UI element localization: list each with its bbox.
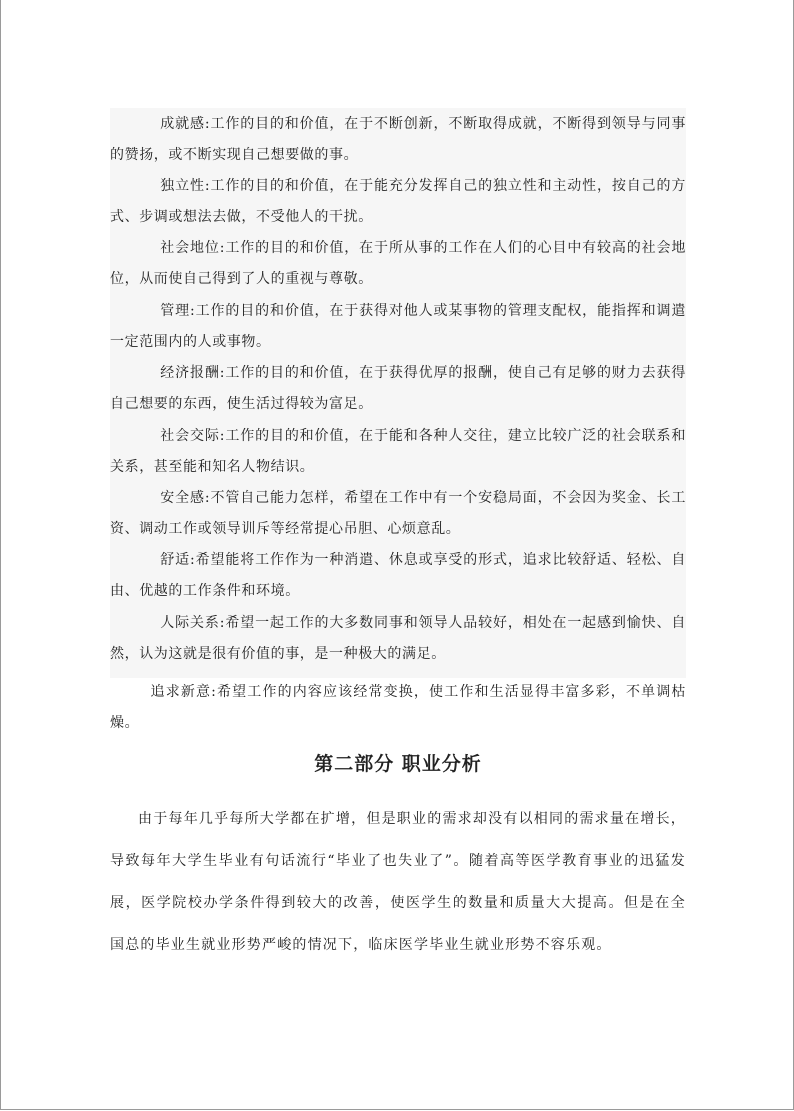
- section-paragraph-text: 由于每年几乎每所大学都在扩增，但是职业的需求却没有以相同的需求量在增长，导致每年大学生毕业有句话流行“毕业了也失业了”。随着高等医学教育事业的迅猛发展，医学院校办学条件得到较大的改善，使医学生的数量和质量大大提高。但是在全国总的毕业生就业形势严峻的情况下，临床医学毕业生就业形势不容乐观。: [110, 811, 686, 953]
- value-item-management: 管理:工作的目的和价值，在于获得对他人或某事物的管理支配权，能指挥和调遣一定范围内的人或事物。: [110, 303, 686, 350]
- value-item-comfort: 舒适:希望能将工作作为一种消遣、休息或享受的形式，追求比较舒适、轻松、自由、优越的工作条件和环境。: [110, 552, 686, 599]
- value-item-independence: 独立性:工作的目的和价值，在于能充分发挥自己的独立性和主动性，按自己的方式、步调或想法去做，不受他人的干扰。: [110, 178, 686, 225]
- section-paragraph: [110, 798, 686, 966]
- value-text: 希望工作的内容应该经常变换，使工作和生活显得丰富多彩，不单调枯燥。: [110, 684, 686, 731]
- value-text: 工作的目的和价值，在于能充分发挥自己的独立性和主动性，按自己的方式、步调或想法去做，不受他人的干扰。: [110, 178, 686, 225]
- value-item-social-interaction: 社会交际:工作的目的和价值，在于能和各种人交往，建立比较广泛的社会联系和关系，甚至能和知名人物结识。: [110, 428, 686, 475]
- value-label: 追求新意: [150, 684, 212, 700]
- value-text: 希望能将工作作为一种消遣、休息或享受的形式，追求比较舒适、轻松、自由、优越的工作条件和环境。: [110, 552, 686, 599]
- value-label: 经济报酬: [160, 365, 220, 381]
- value-label: 管理: [160, 303, 191, 319]
- value-text: 不管自己能力怎样，希望在工作中有一个安稳局面，不会因为奖金、长工资、调动工作或领导训斥等经常提心吊胆、心烦意乱。: [110, 490, 686, 537]
- value-text: 希望一起工作的大多数同事和领导人品较好，相处在一起感到愉快、自然，认为这就是很有价值的事，是一种极大的满足。: [110, 615, 686, 662]
- value-label: 舒适: [160, 552, 191, 568]
- section-title: 第二部分 职业分析: [314, 753, 482, 775]
- value-label: 社会地位: [160, 240, 220, 256]
- value-item-security: 安全感:不管自己能力怎样，希望在工作中有一个安稳局面，不会因为奖金、长工资、调动工作或领导训斥等经常提心吊胆、心烦意乱。: [110, 490, 686, 537]
- value-item-achievement: 成就感:工作的目的和价值，在于不断创新，不断取得成就，不断得到领导与同事的赞扬，或不断实现自己想要做的事。: [110, 116, 686, 163]
- value-text: 工作的目的和价值，在于获得对他人或某事物的管理支配权，能指挥和调遣一定范围内的人或事物。: [110, 303, 686, 350]
- value-item-relationships: 人际关系:希望一起工作的大多数同事和领导人品较好，相处在一起感到愉快、自然，认为这就是很有价值的事，是一种极大的满足。: [110, 615, 686, 662]
- value-text: 工作的目的和价值，在于获得优厚的报酬，使自己有足够的财力去获得自己想要的东西，使生活过得较为富足。: [110, 365, 686, 412]
- value-item-novelty: 追求新意:希望工作的内容应该经常变换，使工作和生活显得丰富多彩，不单调枯燥。: [110, 684, 686, 731]
- value-label: 成就感: [160, 116, 205, 132]
- value-item-social-status: 社会地位:工作的目的和价值，在于所从事的工作在人们的心目中有较高的社会地位，从而使自己得到了人的重视与尊敬。: [110, 240, 686, 287]
- value-label: 社会交际: [160, 428, 220, 444]
- value-text: 工作的目的和价值，在于能和各种人交往，建立比较广泛的社会联系和关系，甚至能和知名人物结识。: [110, 428, 686, 475]
- value-label: 独立性: [160, 178, 205, 194]
- value-item-economic-reward: 经济报酬:工作的目的和价值，在于获得优厚的报酬，使自己有足够的财力去获得自己想要的东西，使生活过得较为富足。: [110, 365, 686, 412]
- value-text: 工作的目的和价值，在于所从事的工作在人们的心目中有较高的社会地位，从而使自己得到了人的重视与尊敬。: [110, 240, 686, 287]
- value-text: 工作的目的和价值，在于不断创新，不断取得成就，不断得到领导与同事的赞扬，或不断实现自己想要做的事。: [110, 116, 686, 163]
- value-label: 人际关系: [160, 615, 220, 631]
- value-label: 安全感: [160, 490, 205, 506]
